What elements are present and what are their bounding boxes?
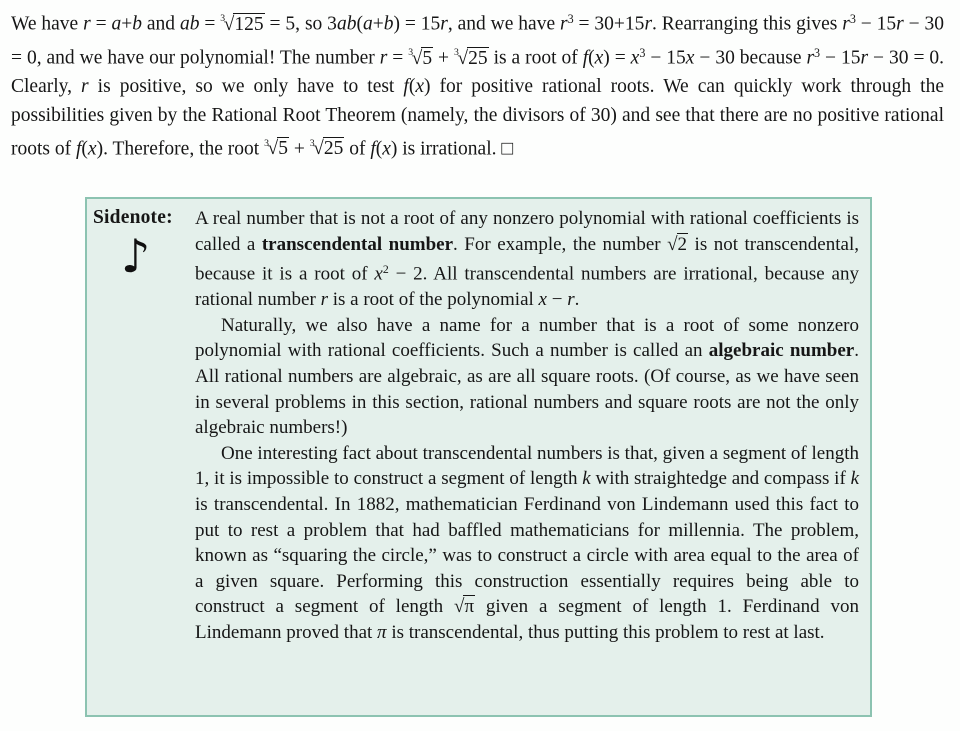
eighth-note-icon: ♪ (121, 229, 151, 283)
sidenote-label-column (93, 207, 193, 283)
sidenote-label: Sidenote: (93, 207, 173, 228)
sidenote-paragraph: Naturally, we also have a name for a number that is a root of some nonzero polynomial with rational coefficients. Such a number is called an algebraic number. All rational numbers are algebraic, as are all square roots. (Of course, as we have seen in several problems in this section, rational numbers and square roots are not the only algebraic numbers!) (195, 314, 859, 439)
sidenote-paragraphs (195, 206, 859, 646)
sidenote-paragraph: One interesting fact about transcendental numbers is that, given a segment of length 1, it is impossible to construct a segment of length k with straightedge and compass if k is transcendental. In 1882, mathematician Ferdinand von Lindemann used this fact to put to rest a problem that had baffled mathematicians for millennia. The problem, known as “squaring the circle,” was to construct a circle with area equal to the area of a given square. Performing this construction essentially requires being able to construct a segment of length √π given a segment of length 1. Ferdinand von Lindemann proved that π is transcendental, thus putting this problem to rest at last. (195, 442, 859, 643)
sidenote-box (85, 197, 872, 717)
proof-paragraph: We have r = a+b and ab = $^3$√125 = 5, so 3ab(a+b) = 15r, and we have $r^3 = 30+15r$. Rearranging this gives $r^3 - 15r - 30 = 0$, and we have our polynomial! The number r = $^3$√5 + $^3$√25 is a root of $f(x) = x^3 - 15x - 30$ because $r^3 - 15r - 30 = 0$. Clearly, r is positive, so we only have to test f(x) for positive rational roots. We can quickly work through the possibilities given by the Rational Root Theorem (namely, the divisors of 30) and see that there are no positive rational roots of f(x). Therefore, the root $^3$√5 + $^3$√25 of f(x) is irrational. □ (11, 12, 945, 160)
sidenote-paragraph: A real number that is not a root of any nonzero polynomial with rational coefficients is called a transcendental number. For example, the number √2 is not transcendental, because it is a root of $x^2 - 2$. All transcendental numbers are irrational, because any rational number r is a root of the polynomial x − r. (195, 208, 859, 311)
